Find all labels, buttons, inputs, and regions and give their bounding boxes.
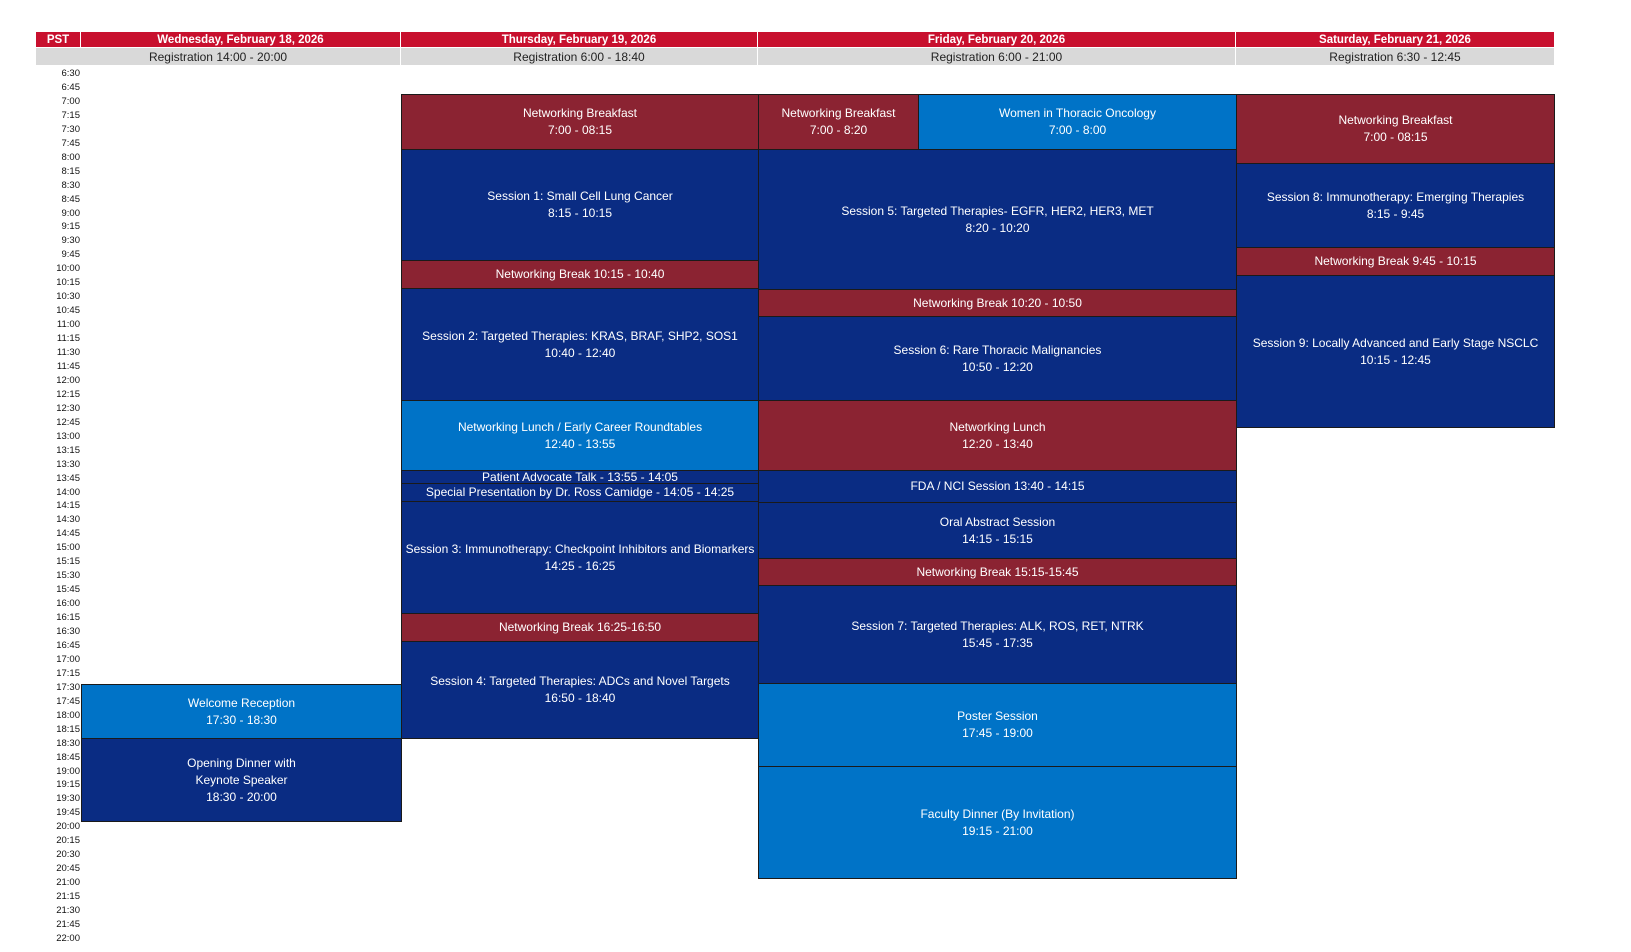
time-label: 10:00 [56, 263, 80, 275]
event-title: Networking Break 10:20 - 10:50 [913, 295, 1082, 310]
time-label: 13:30 [56, 458, 80, 470]
event-special-presentation [401, 483, 759, 502]
timezone-header: PST [36, 32, 81, 47]
time-label: 8:15 [61, 165, 80, 177]
event-detail: Keynote Speaker [195, 772, 288, 787]
event-session-1 [401, 149, 759, 261]
time-label: 13:00 [56, 430, 80, 442]
event-sat-networking-break [1236, 247, 1555, 276]
time-label: 9:45 [61, 249, 80, 261]
event-detail: 17:45 - 19:00 [962, 726, 1033, 740]
event-women-in-thoracic-oncology [918, 94, 1237, 150]
event-detail: 7:00 - 08:15 [547, 123, 613, 137]
time-label: 8:30 [61, 179, 80, 191]
registration-saturday: Registration 6:30 - 12:45 [1236, 48, 1555, 65]
time-label: 13:15 [56, 444, 80, 456]
time-label: 6:30 [61, 68, 80, 79]
event-detail: 12:20 - 13:40 [962, 436, 1033, 451]
event-detail: 19:15 - 21:00 [962, 823, 1033, 838]
registration-friday: Registration 6:00 - 21:00 [758, 48, 1236, 65]
time-label: 10:45 [56, 305, 80, 317]
event-title: Oral Abstract Session [939, 514, 1056, 529]
event-title: Session 5: Targeted Therapies- EGFR, HER2, HER3, MET [841, 203, 1154, 218]
event-title: Session 3: Immunotherapy: Checkpoint Inhibitors and Biomarkers [405, 541, 755, 556]
time-label: 20:00 [56, 821, 80, 833]
event-opening-dinner [81, 738, 402, 822]
time-label: 19:00 [56, 765, 80, 777]
event-title: Session 1: Small Cell Lung Cancer [487, 189, 673, 203]
event-title: Women in Thoracic Oncology [999, 106, 1156, 120]
event-title: Session 4: Targeted Therapies: ADCs and Novel Targets [430, 674, 730, 688]
event-detail: 15:45 - 17:35 [962, 635, 1033, 650]
event-oral-abstract-session [758, 502, 1237, 559]
time-label: 9:00 [61, 207, 80, 219]
event-title: Session 6: Rare Thoracic Malignancies [893, 342, 1102, 357]
time-label: 12:45 [56, 416, 80, 428]
time-label: 17:45 [56, 695, 80, 707]
registration-wednesday: Registration 14:00 - 20:00 [36, 48, 401, 65]
event-session-8 [1236, 163, 1555, 248]
time-label: 19:30 [56, 793, 80, 805]
time-label: 15:45 [56, 584, 80, 596]
event-title: Poster Session [957, 709, 1038, 723]
event-detail: 8:20 - 10:20 [965, 220, 1030, 235]
time-label: 21:30 [56, 905, 80, 916]
time-label: 20:45 [56, 863, 80, 875]
event-welcome-reception [81, 684, 402, 739]
time-label: 21:00 [56, 877, 80, 889]
time-label: 10:15 [56, 277, 80, 289]
event-thu-networking-break-2 [401, 613, 759, 642]
time-label: 14:00 [56, 486, 80, 498]
event-detail: 10:15 - 12:45 [1360, 352, 1431, 367]
event-fri-networking-break-1 [758, 289, 1237, 317]
event-title: Networking Lunch [949, 419, 1046, 434]
registration-thursday: Registration 6:00 - 18:40 [401, 48, 758, 65]
event-detail: 10:50 - 12:20 [962, 359, 1033, 374]
event-session-3 [401, 501, 759, 614]
time-label: 11:00 [56, 319, 80, 331]
time-label: 14:15 [56, 500, 80, 512]
time-label: 17:15 [56, 667, 80, 679]
time-label: 16:30 [56, 626, 80, 637]
event-detail: 14:15 - 15:15 [962, 531, 1033, 546]
time-label: 11:30 [56, 347, 80, 358]
event-detail: 18:30 - 20:00 [206, 789, 277, 804]
time-label: 14:30 [56, 514, 80, 526]
event-detail: 7:00 - 08:15 [1363, 130, 1428, 144]
event-title: Session 2: Targeted Therapies: KRAS, BRAF, SHP2, SOS1 [422, 328, 738, 343]
time-label: 19:15 [56, 779, 80, 791]
event-detail: 14:25 - 16:25 [544, 558, 616, 573]
event-patient-advocate-talk [401, 470, 759, 484]
event-thu-networking-break-1 [401, 260, 759, 289]
day-header-thursday: Thursday, February 19, 2026 [401, 32, 758, 47]
event-fda-nci-session [758, 470, 1237, 503]
time-label: 6:45 [61, 81, 80, 93]
day-header-wednesday: Wednesday, February 18, 2026 [81, 32, 401, 47]
event-title: FDA / NCI Session 13:40 - 14:15 [910, 479, 1085, 493]
event-title: Networking Break 15:15-15:45 [916, 564, 1079, 579]
event-detail: 16:50 - 18:40 [544, 691, 616, 705]
time-label: 15:30 [56, 570, 80, 582]
event-title: Networking Break 10:15 - 10:40 [495, 267, 665, 281]
event-fri-networking-lunch [758, 400, 1237, 471]
time-label: 8:00 [61, 151, 80, 163]
time-label: 15:15 [56, 556, 80, 568]
time-label: 15:00 [56, 542, 80, 554]
event-thu-networking-lunch [401, 400, 759, 471]
time-label: 21:15 [56, 891, 80, 903]
event-title: Special Presentation by Dr. Ross Camidge - 14:05 - 14:25 [425, 485, 735, 499]
time-label: 9:30 [61, 235, 80, 247]
event-detail: 8:15 - 10:15 [547, 206, 613, 220]
event-fri-networking-break-2 [758, 558, 1237, 586]
day-header-friday: Friday, February 20, 2026 [758, 32, 1236, 47]
event-detail: 17:30 - 18:30 [206, 712, 277, 727]
event-title: Session 9: Locally Advanced and Early Stage NSCLC [1252, 335, 1539, 350]
event-detail: 10:40 - 12:40 [544, 345, 616, 360]
event-title: Networking Break 9:45 - 10:15 [1314, 254, 1477, 268]
event-detail: 7:00 - 8:00 [1048, 123, 1107, 137]
event-title: Session 7: Targeted Therapies: ALK, ROS, RET, NTRK [851, 618, 1144, 633]
event-title: Networking Lunch / Early Career Roundtables [457, 419, 703, 434]
time-label: 16:00 [56, 598, 80, 610]
time-label: 12:15 [56, 388, 80, 400]
event-title: Session 8: Immunotherapy: Emerging Therapies [1266, 189, 1525, 204]
event-detail: 8:15 - 9:45 [1366, 206, 1425, 221]
time-label: 7:00 [61, 95, 80, 107]
event-poster-session [758, 683, 1237, 767]
time-label: 17:30 [56, 681, 80, 693]
event-title: Networking Breakfast [1338, 113, 1453, 127]
time-label: 12:00 [56, 374, 80, 386]
event-title: Networking Breakfast [522, 106, 638, 120]
event-session-5 [758, 149, 1237, 290]
time-label: 22:00 [56, 932, 80, 944]
event-session-4 [401, 641, 759, 739]
time-label: 11:45 [56, 360, 80, 372]
event-fri-networking-breakfast [758, 94, 919, 150]
event-session-6 [758, 316, 1237, 401]
event-title: Networking Break 16:25-16:50 [498, 620, 662, 634]
event-session-2 [401, 288, 759, 401]
time-label: 18:30 [56, 737, 80, 749]
event-sat-networking-breakfast [1236, 94, 1555, 164]
time-label: 10:30 [56, 291, 80, 303]
time-label: 19:45 [56, 807, 80, 819]
time-label: 16:15 [56, 612, 80, 624]
event-title: Networking Breakfast [781, 106, 896, 120]
time-label: 14:45 [56, 528, 80, 540]
event-title: Faculty Dinner (By Invitation) [920, 806, 1075, 821]
event-detail: 12:40 - 13:55 [544, 436, 616, 451]
event-session-7 [758, 585, 1237, 684]
time-label: 20:15 [56, 835, 80, 847]
day-header-saturday: Saturday, February 21, 2026 [1236, 32, 1555, 47]
time-label: 9:15 [61, 221, 80, 233]
time-label: 7:45 [61, 137, 80, 149]
time-label: 17:00 [56, 653, 80, 665]
event-title: Welcome Reception [187, 695, 296, 710]
time-label: 12:30 [56, 402, 80, 414]
event-session-9 [1236, 275, 1555, 428]
time-label: 13:45 [56, 472, 80, 484]
time-label: 18:00 [56, 709, 80, 721]
time-label: 20:30 [56, 849, 80, 861]
event-thu-networking-breakfast [401, 94, 759, 150]
time-label: 18:45 [56, 751, 80, 763]
time-label: 16:45 [56, 639, 80, 651]
event-title: Opening Dinner with [187, 755, 296, 770]
time-label: 7:30 [61, 123, 80, 135]
time-label: 7:15 [61, 109, 80, 121]
time-label: 11:15 [56, 333, 80, 345]
event-faculty-dinner [758, 766, 1237, 879]
event-detail: 7:00 - 8:20 [809, 123, 868, 137]
time-label: 21:45 [56, 918, 80, 930]
time-label: 18:15 [56, 723, 80, 735]
event-title: Patient Advocate Talk - 13:55 - 14:05 [482, 470, 678, 484]
time-label: 8:45 [61, 193, 80, 205]
